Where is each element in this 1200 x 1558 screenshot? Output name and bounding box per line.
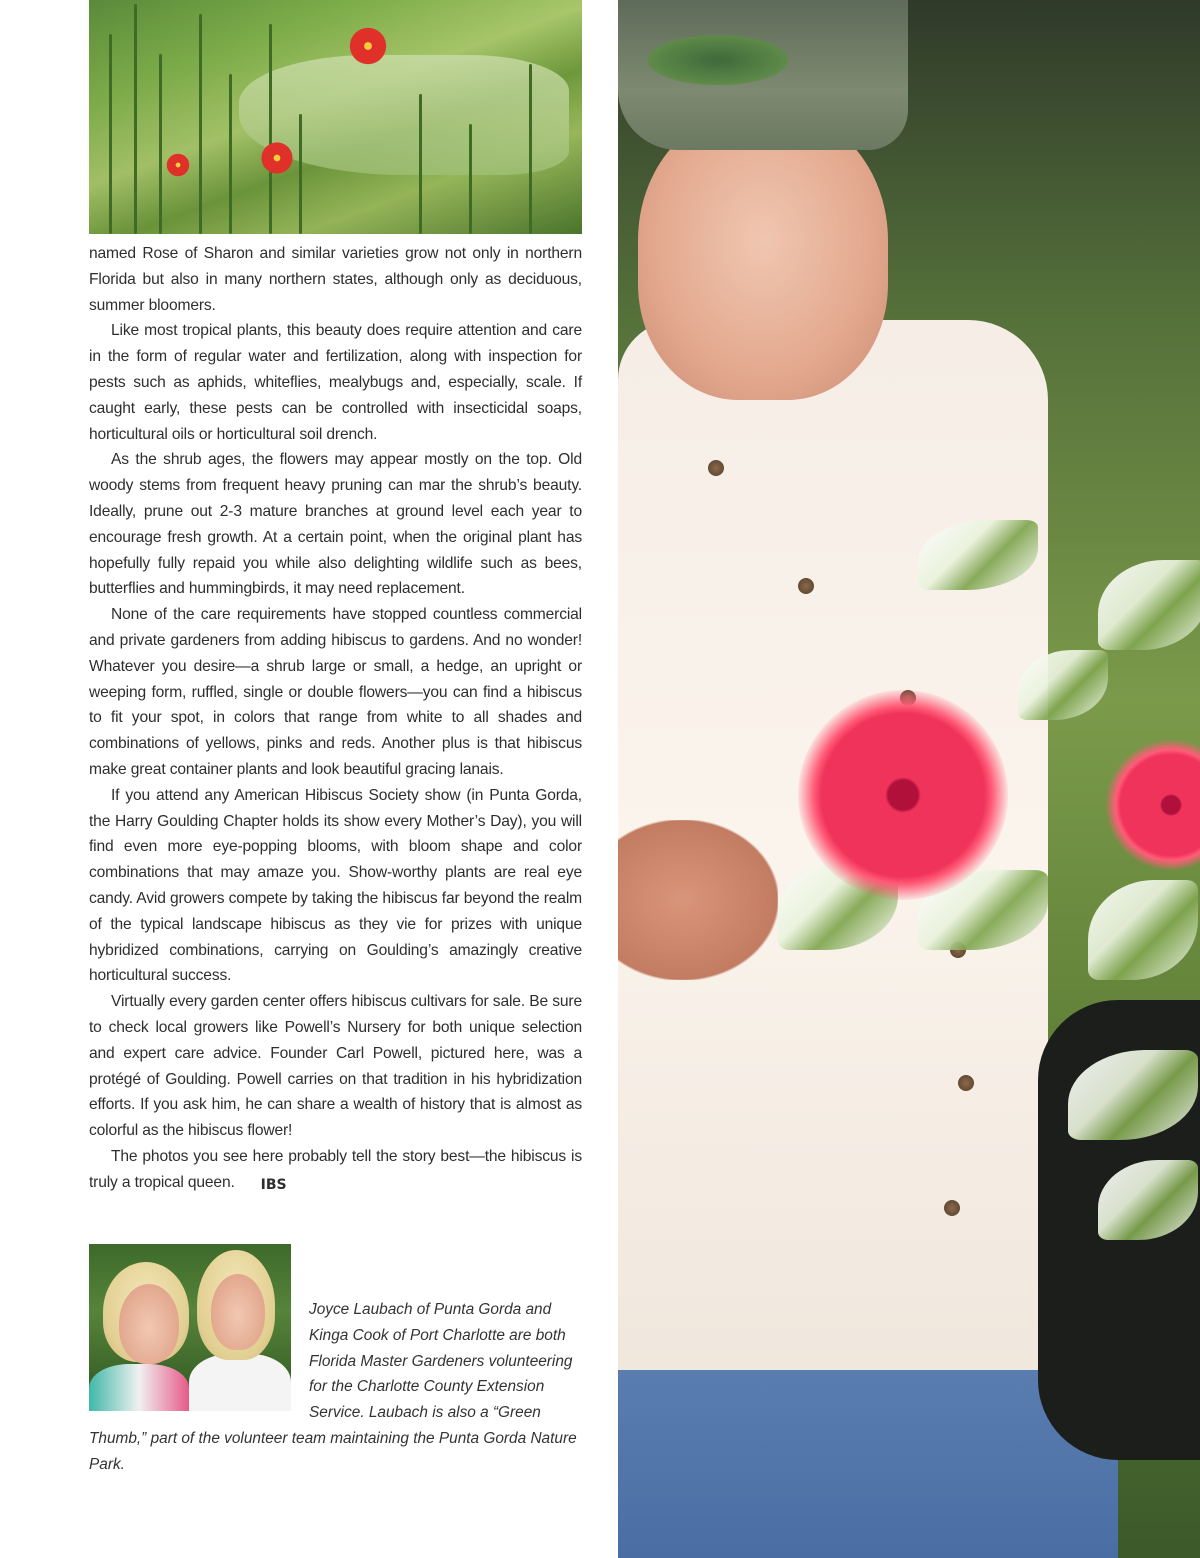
reed <box>134 4 137 234</box>
red-flower <box>165 152 191 178</box>
shirt-button <box>798 578 814 594</box>
article-paragraph: As the shrub ages, the flowers may appear mostly on the top. Old woody stems from frequent heavy pruning can mar the shrub’s beauty. Ideally, prune out 2-3 mature branches at ground level each year to encourage fresh growth. At a certain point, when the original plant has hopefully fully repaid you while also delighting wildlife such as bees, butterflies and hummingbirds, it may need replacement. <box>89 451 582 598</box>
end-mark-logo: IBS <box>260 1176 287 1193</box>
reed <box>109 34 112 234</box>
article-paragraph-last <box>89 1144 582 1199</box>
arm <box>618 820 778 980</box>
reed <box>529 64 532 234</box>
article-paragraph: named Rose of Sharon and similar varieties grow not only in northern Florida but also in many northern states, although only as deciduous, summer bloomers. <box>89 245 582 314</box>
hibiscus-flower <box>1106 740 1200 870</box>
face <box>638 110 888 400</box>
cap-logo <box>648 35 788 85</box>
article-paragraph-text: The photos you see here probably tell the story best—the hibiscus is truly a tropical queen. <box>89 1147 582 1191</box>
bio-text: Joyce Laubach of Punta Gorda and Kinga Cook of Port Charlotte are both Florida Master Gardeners volunteering for the Charlotte County Extension Service. Laubach is also a “Green Thumb,” part of the volunteer team maintaining the Punta Gorda Nature Park. <box>89 1301 577 1473</box>
reed <box>229 74 232 234</box>
reed <box>299 114 302 234</box>
article-paragraph: Virtually every garden center offers hibiscus cultivars for sale. Be sure to check local growers like Powell’s Nursery for both unique selection and expert care advice. Founder Carl Powell, pictured here, was a protégé of Goulding. Powell carries on that tradition in his hybridization efforts. If you ask him, he can share a wealth of history that is almost as colorful as the hibiscus flower! <box>89 993 582 1140</box>
author-bio <box>89 1297 589 1478</box>
article-paragraph: If you attend any American Hibiscus Society show (in Punta Gorda, the Harry Goulding Chapter holds its show every Mother’s Day), you will find even more eye-popping blooms, with bloom shape and color combinations that may amaze you. Show-worthy plants are real eye candy. Avid growers compete by taking the hibiscus far beyond the realm of the typical landscape hibiscus as they vie for prizes with unique hybridized combinations, carrying on Goulding’s amazingly creative horticultural success. <box>89 786 582 985</box>
article-body <box>89 241 582 1198</box>
reed <box>199 14 202 234</box>
reed <box>419 94 422 234</box>
reed <box>159 54 162 234</box>
garden-photo <box>89 0 582 234</box>
bio-photo-spacer <box>89 1297 309 1425</box>
shirt-button <box>944 1200 960 1216</box>
variegated-leaf <box>1098 560 1200 650</box>
reed <box>269 24 272 234</box>
article-paragraph: Like most tropical plants, this beauty does require attention and care in the form of regular water and fertilization, along with inspection for pests such as aphids, whiteflies, mealybugs and, especially, scale. If caught early, these pests can be controlled with insecticidal soaps, horticultural oils or horticultural soil drench. <box>89 322 582 443</box>
red-flower <box>347 25 389 67</box>
variegated-leaf <box>1088 880 1198 980</box>
shirt-button <box>708 460 724 476</box>
red-flower <box>259 140 295 176</box>
shirt-button <box>958 1075 974 1091</box>
reed <box>469 124 472 234</box>
article-paragraph: None of the care requirements have stopped countless commercial and private gardeners from adding hibiscus to gardens. And no wonder! Whatever you desire—a shrub large or small, a hedge, an upright or weeping form, ruffled, single or double flowers—you can find a hibiscus to fit your spot, in colors that range from white to all shades and combinations of yellows, pinks and reds. Another plus is that hibiscus make great container plants and look beautiful gracing lanais. <box>89 606 582 778</box>
hibiscus-flower <box>798 690 1008 900</box>
gardener-photo <box>618 0 1200 1558</box>
